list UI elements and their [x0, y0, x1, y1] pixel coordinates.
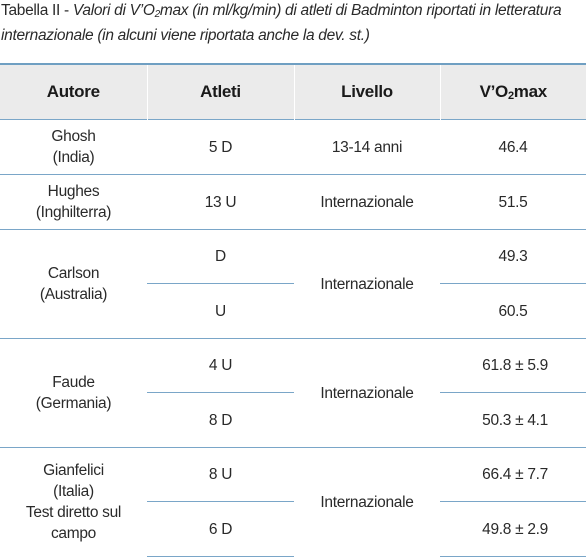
- cell-atleti: 13 U: [147, 175, 294, 230]
- cell-vo2max: 50.3 ± 4.1: [440, 393, 586, 448]
- caption-subscript: 2: [154, 9, 160, 20]
- header-vo2max-subscript: 2: [507, 90, 514, 102]
- cell-vo2max: 66.4 ± 7.7: [440, 448, 586, 502]
- cell-vo2max: 61.8 ± 5.9: [440, 339, 586, 393]
- cell-autore: [0, 175, 147, 230]
- table-row: [0, 339, 586, 393]
- header-vo2max-suffix: max: [513, 82, 547, 101]
- cell-atleti: U: [147, 284, 294, 339]
- header-vo2max: [440, 64, 586, 120]
- cell-atleti: 4 U: [147, 339, 294, 393]
- author-name: Faude: [52, 374, 95, 391]
- cell-livello: Internazionale: [294, 448, 440, 557]
- author-name: Carlson: [47, 265, 100, 282]
- author-name: Hughes: [47, 183, 100, 200]
- cell-livello: Internazionale: [294, 230, 440, 339]
- author-note: campo: [50, 525, 97, 543]
- caption-label: Tabella II: [1, 2, 61, 19]
- header-autore: Autore: [0, 64, 147, 120]
- header-atleti: Atleti: [147, 64, 294, 120]
- author-name: Ghosh: [51, 128, 96, 145]
- cell-autore: [0, 230, 147, 339]
- author-country: (Italia): [53, 483, 94, 501]
- author-note: Test diretto sul: [25, 504, 122, 522]
- author-country: (India): [52, 149, 95, 166]
- cell-vo2max: 60.5: [440, 284, 586, 339]
- table-caption: [1, 0, 581, 46]
- cell-vo2max: 49.3: [440, 230, 586, 284]
- cell-atleti: D: [147, 230, 294, 284]
- cell-autore: [0, 339, 147, 448]
- cell-vo2max: 51.5: [440, 175, 586, 230]
- cell-autore: [0, 120, 147, 175]
- table-row: [0, 448, 586, 502]
- cell-atleti: 6 D: [147, 502, 294, 557]
- cell-livello: 13-14 anni: [294, 120, 440, 175]
- cell-atleti: 8 U: [147, 448, 294, 502]
- table-row: [0, 175, 586, 230]
- caption-text-start: Valori di V’O: [72, 2, 155, 19]
- cell-livello: Internazionale: [294, 339, 440, 448]
- caption-separator: -: [60, 2, 73, 19]
- header-row: [0, 64, 586, 120]
- cell-atleti: 5 D: [147, 120, 294, 175]
- caption-text-end: max (in ml/kg/min) di atleti di Badminton riportati in letteratura internazionale (in alcuni viene riportata anche la dev. st.): [1, 2, 562, 44]
- cell-atleti: 8 D: [147, 393, 294, 448]
- table-row: [0, 120, 586, 175]
- author-country: (Inghilterra): [35, 204, 112, 221]
- author-name: Gianfelici: [43, 462, 104, 480]
- author-country: (Germania): [35, 395, 112, 412]
- author-country: (Australia): [39, 286, 108, 303]
- cell-vo2max: 46.4: [440, 120, 586, 175]
- table-row: [0, 230, 586, 284]
- header-vo2max-text: V’O: [479, 82, 508, 101]
- cell-livello: Internazionale: [294, 175, 440, 230]
- cell-vo2max: 49.8 ± 2.9: [440, 502, 586, 557]
- header-livello: Livello: [294, 64, 440, 120]
- vo2max-table: [0, 63, 586, 557]
- cell-autore: [0, 448, 147, 557]
